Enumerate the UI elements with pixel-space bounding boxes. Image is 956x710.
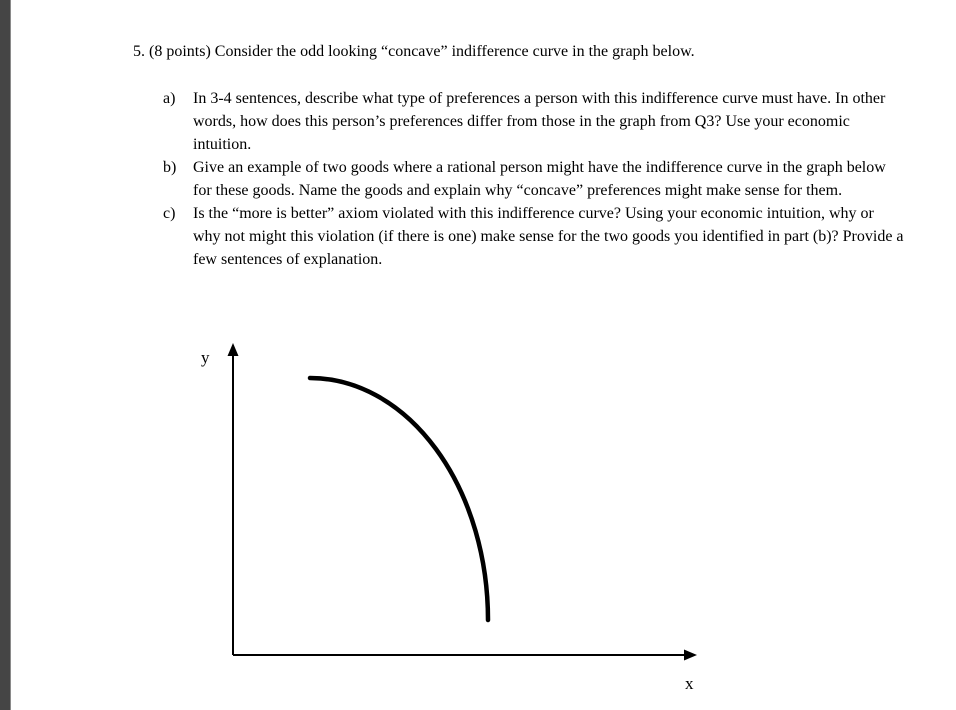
question-part-c [163, 202, 923, 271]
part-a-text: In 3-4 sentences, describe what type of preferences a person with this indifference curve must have. In other words, how does this person’s preferences differ from those in the graph from Q3? Use your economic intuition. [193, 90, 886, 153]
indifference-curve-graph [190, 340, 730, 700]
question-part-b [163, 156, 923, 202]
left-edge-bar [0, 0, 11, 710]
indifference-curve [310, 378, 488, 620]
question-part-a [163, 87, 923, 156]
part-c-text: Is the “more is better” axiom violated with this indifference curve? Using your economic intuition, why or why not might this violation (if there is one) make sense for the two goods you identified in part (b)? Provide a few sentences of explanation. [193, 205, 904, 268]
part-b-label: b) [163, 159, 177, 176]
question-content [133, 40, 923, 271]
y-axis-arrow-icon [228, 343, 239, 356]
x-axis-label: x [685, 674, 694, 693]
part-a-label: a) [163, 90, 176, 107]
y-axis-label: y [201, 348, 210, 367]
x-axis-arrow-icon [684, 650, 697, 661]
part-c-label: c) [163, 205, 176, 222]
question-heading: 5. (8 points) Consider the odd looking “concave” indifference curve in the graph below. [133, 43, 695, 60]
part-b-text: Give an example of two goods where a rational person might have the indifference curve in the graph below for these goods. Name the goods and explain why “concave” preferences might make sense for them. [193, 159, 886, 199]
question-parts [163, 87, 923, 271]
graph-canvas [190, 340, 730, 700]
